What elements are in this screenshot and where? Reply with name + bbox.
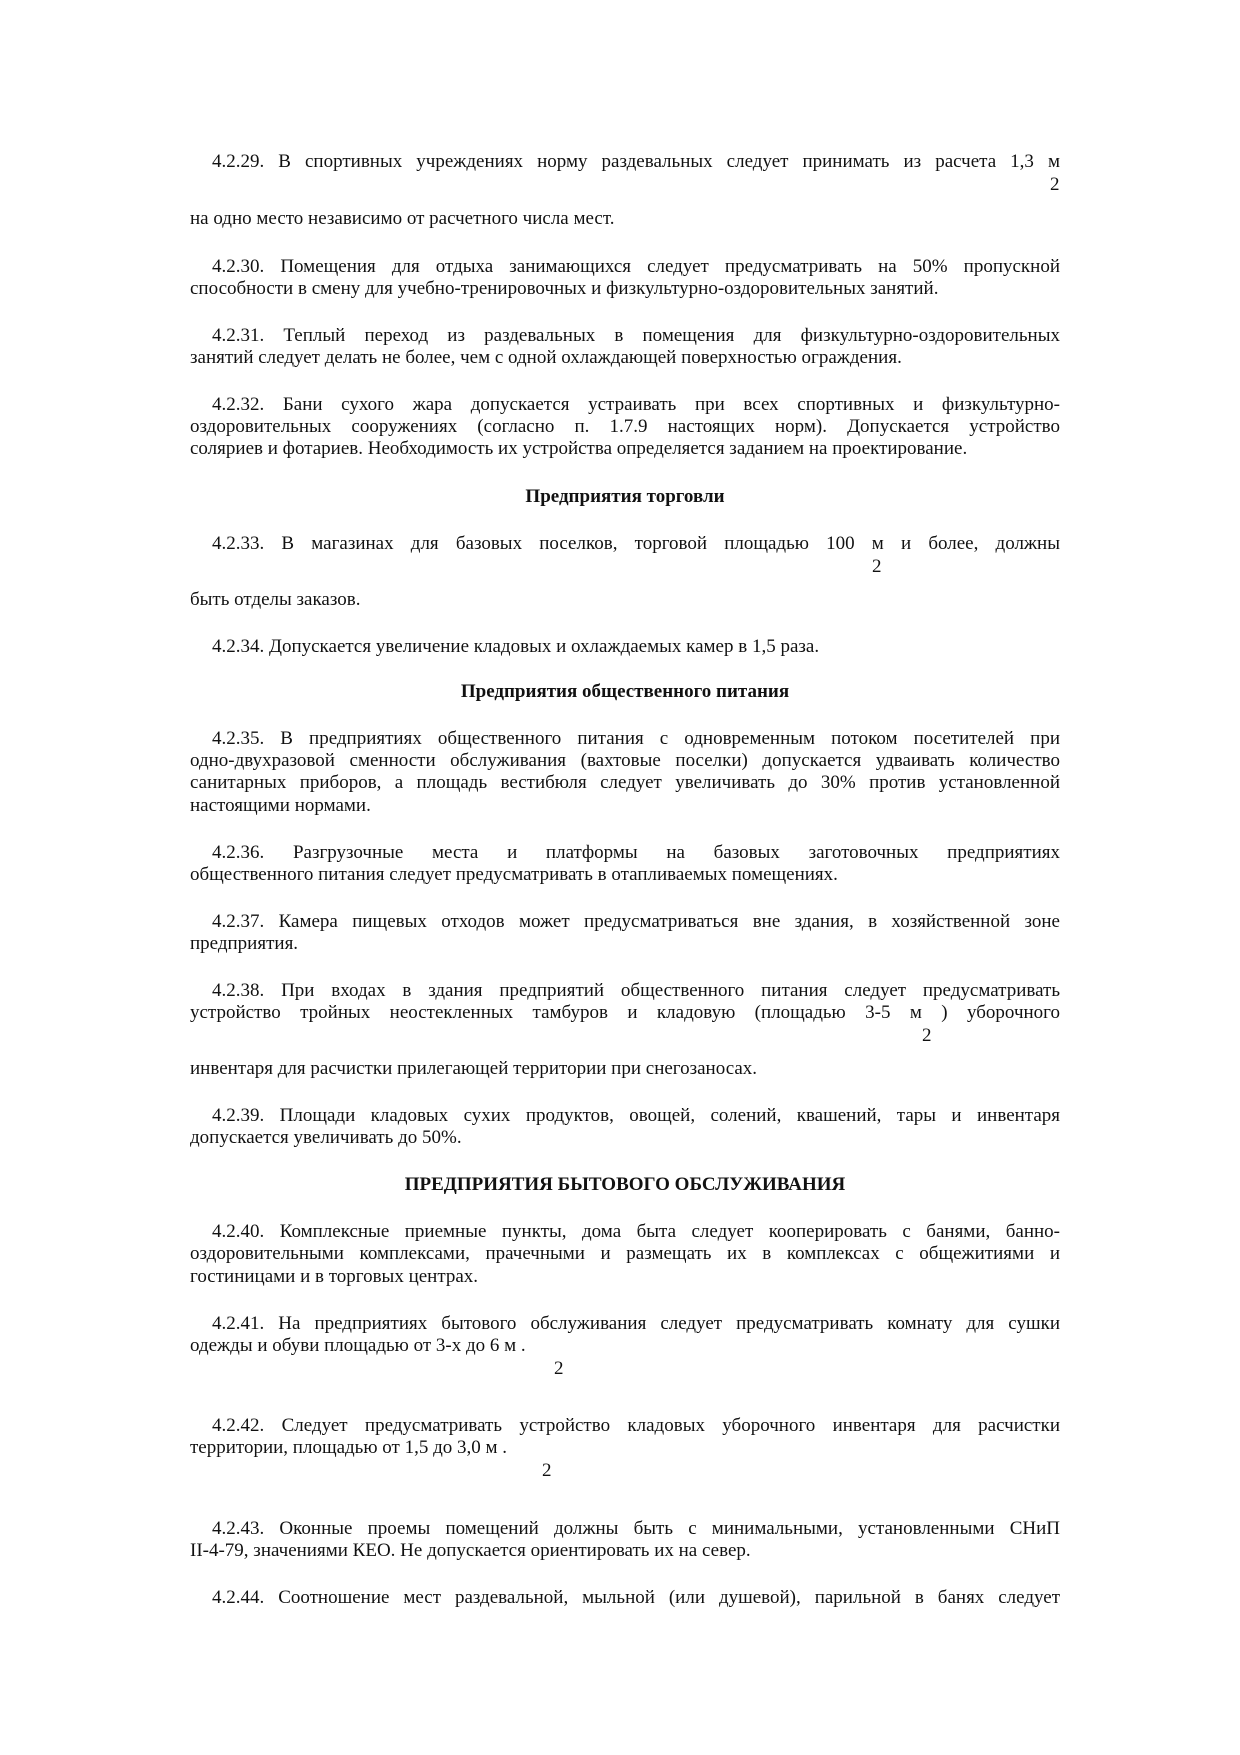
paragraph-line: территории, площадью от 1,5 до 3,0 м . [190,1437,508,1458]
paragraph-line: 4.2.41. На предприятиях бытового обслуживания следует предусматривать комнату для сушки [212,1313,1060,1334]
section-heading: Предприятия торговли [525,486,725,507]
paragraph-line: настоящими нормами. [190,795,371,816]
paragraph-line: 4.2.37. Камера пищевых отходов может предусматриваться вне здания, в хозяйственной зоне [212,911,1060,932]
paragraph-line: предприятия. [190,933,299,954]
paragraph-line: 4.2.30. Помещения для отдыха занимающихся следует предусматривать на 50% пропускной [212,256,1060,277]
section-heading: Предприятия общественного питания [460,681,790,702]
paragraph-line: санитарных приборов, а площадь вестибюля следует увеличивать до 30% против установленной [190,772,1060,793]
paragraph-line: одно-двухразовой сменности обслуживания (вахтовые поселки) допускается удваивать количество [190,750,1060,771]
paragraph-line: 4.2.29. В спортивных учреждениях норму раздевальных следует принимать из расчета 1,3 м [212,151,1060,172]
paragraph-line: 4.2.44. Соотношение мест раздевальной, мыльной (или душевой), парильной в банях следует [212,1587,1060,1608]
paragraph-line: 4.2.40. Комплексные приемные пункты, дома быта следует кооперировать с банями, банно- [212,1221,1060,1242]
paragraph-line: 4.2.31. Теплый переход из раздевальных в помещения для физкультурно-оздоровительных [212,325,1060,346]
paragraph-line: оздоровительных сооружениях (согласно п. 1.7.9 настоящих норм). Допускается устройство [190,416,1060,437]
paragraph-line: на одно место независимо от расчетного числа мест. [190,208,615,229]
superscript: 2 [542,1460,552,1481]
section-heading: ПРЕДПРИЯТИЯ БЫТОВОГО ОБСЛУЖИВАНИЯ [404,1174,846,1195]
superscript: 2 [872,556,882,577]
paragraph-line: 4.2.36. Разгрузочные места и платформы на базовых заготовочных предприятиях [212,842,1060,863]
paragraph-line: быть отделы заказов. [190,589,361,610]
paragraph-line: 4.2.38. При входах в здания предприятий общественного питания следует предусматривать [212,980,1060,1001]
paragraph-line: 4.2.32. Бани сухого жара допускается устраивать при всех спортивных и физкультурно- [212,394,1060,415]
paragraph-line: допускается увеличивать до 50%. [190,1127,462,1148]
paragraph-line: занятий следует делать не более, чем с одной охлаждающей поверхностью ограждения. [190,347,902,368]
paragraph-line: устройство тройных неостекленных тамбуров и кладовую (площадью 3-5 м ) уборочного [190,1002,1060,1023]
superscript: 2 [922,1025,932,1046]
paragraph-line: одежды и обуви площадью от 3-х до 6 м . [190,1335,526,1356]
paragraph-line: 4.2.34. Допускается увеличение кладовых и охлаждаемых камер в 1,5 раза. [212,636,820,657]
paragraph-line: 4.2.43. Оконные проемы помещений должны быть с минимальными, установленными СНиП [212,1518,1060,1539]
paragraph-line: 4.2.42. Следует предусматривать устройство кладовых уборочного инвентаря для расчистки [212,1415,1060,1436]
paragraph-line: общественного питания следует предусматривать в отапливаемых помещениях. [190,864,838,885]
paragraph-line: 4.2.33. В магазинах для базовых поселков, торговой площадью 100 м и более, должны [212,533,1060,554]
paragraph-line: II-4-79, значениями КЕО. Не допускается ориентировать их на север. [190,1540,751,1561]
superscript: 2 [1050,174,1060,195]
paragraph-line: 4.2.39. Площади кладовых сухих продуктов, овощей, солений, квашений, тары и инвентаря [212,1105,1060,1126]
paragraph-line: 4.2.35. В предприятиях общественного питания с одновременным потоком посетителей при [212,728,1060,749]
paragraph-line: соляриев и фотариев. Необходимость их устройства определяется заданием на проектирование. [190,438,968,459]
paragraph-line: гостиницами и в торговых центрах. [190,1266,479,1287]
paragraph-line: способности в смену для учебно-тренировочных и физкультурно-оздоровительных занятий. [190,278,939,299]
paragraph-line: оздоровительными комплексами, прачечными и размещать их в комплексах с общежитиями и [190,1243,1060,1264]
paragraph-line: инвентаря для расчистки прилегающей территории при снегозаносах. [190,1058,758,1079]
superscript: 2 [554,1358,564,1379]
